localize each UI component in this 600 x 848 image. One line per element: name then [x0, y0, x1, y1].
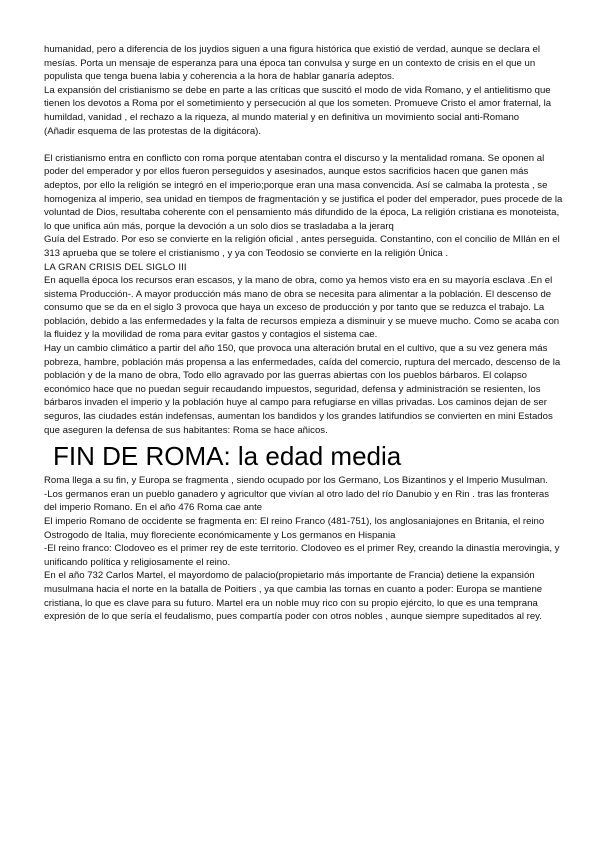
- document-body: [44, 43, 564, 624]
- paragraph: -Los germanos eran un pueblo ganadero y agricultor que vivían al otro lado del río Danubio y en Rin . tras las fronteras del imperio Romano. En el año 476 Roma cae ante: [44, 488, 550, 514]
- paragraph: En el año 732 Carlos Martel, el mayordomo de palacio(propietario más importante de Francia) detiene la expansión musulmana hacia el norte en la batalla de Poitiers , ya que cambia las tornas en cuanto a poder: Europa se mantiene cristiana, lo que es clave para su futuro. Martel era un noble muy rico con su propio ejército, lo que es una temprana expresión de lo que sería el feudalismo, pues compartía poder con otros nobles , aunque siempre supeditados al rey.: [44, 570, 543, 623]
- paragraph: humanidad, pero a diferencia de los juydios siguen a una figura histórica que existió de verdad, aunque se declara el mesías. Porta un mensaje de esperanza para una época tan convulsa y surge en un contexto de crisis en el que un populista que tenga buena labia y coherencia a la hora de hablar ganaría adeptos.: [44, 44, 540, 83]
- paragraph: La expansión del cristianismo se debe en parte a las críticas que suscitó el modo de vida Romano, y el antielitismo que tienen los devotos a Roma por el sometimiento y persecución al que los someten. Promueve Cristo el amor fraternal, la humildad, vanidad , el rechazo a la riqueza, al mundo material y en definitiva un movimiento social anti-Romano: [44, 84, 552, 123]
- paragraph: (Añadir esquema de las protestas de la digitácora).: [44, 125, 262, 137]
- paragraph: El imperio Romano de occidente se fragmenta en: El reino Franco (481-751), los anglosaniajones en Britania, el reino Ostrogodo de Italia, muy floreciente económicamente y Los germanos en Hispania: [44, 516, 545, 541]
- paragraph: -El reino franco: Clodoveo es el primer rey de este territorio. Clodoveo es el primer Rey, creando la dinastía merovingia, y unificando política y religiosamente el reino.: [44, 543, 560, 568]
- paragraph: Roma llega a su fin, y Europa se fragmenta , siendo ocupado por los Germano, Los Bizantinos y el Imperio Musulman.: [44, 475, 548, 487]
- paragraph: Guía del Estrado. Por eso se convierte en la religión oficial , antes perseguida. Constantino, con el concilio de MIlán en el 313 aprueba que se tolere el cristianismo , y ya con Teodosio se convierte en la religión Única .: [44, 234, 560, 259]
- paragraph: En aquella época los recursos eran escasos, y la mano de obra, como ya hemos visto era en su mayoría esclava .En el sistema Producción-. A mayor producción más mano de obra se necesita para alimentar a la población. El descenso de consumo que se da en el siglo 3 provoca que haya un exceso de producción y por tanto que se reduzca el trabajo. La población, debido a las enfermedades y la falta de recursos empieza a disminuir y se mueve mucho. Como se acaba con la fluidez y la movilidad de roma para evitar gastos y contagios el sistema cae.: [44, 275, 560, 341]
- section-heading: LA GRAN CRISIS DEL SIGLO III: [44, 261, 187, 273]
- paragraph: El cristianismo entra en conflicto con roma porque atentaban contra el discurso y la mentalidad romana. Se oponen al poder del emperador y por ellos fueron perseguidos y asesinados, aunque estos sacrificios hacen que ganen más adeptos, por ello la religión se integró en el imperio;porque eran una masa convencida. Así se calmaba la protesta , se homogeniza al imperio, sea unidad en tiempos de fragmentación y se justifica el poder del emperador, pues procede de la voluntad de Dios, resultaba coherente con el pensamiento más difundido de la época, La religión cristiana es monoteista, lo que unifica aún más, porque la devoción a un solo dios se trasladaba a la jerarq: [44, 152, 563, 232]
- blank-line: [44, 138, 564, 152]
- paragraph: Hay un cambio climático a partir del año 150, que provoca una alteración brutal en el cultivo, que a su vez genera más pobreza, hambre, población más propensa a las enfermedades, caída del comercio, ruptura del mercado, descenso de la población y de la mano de obra, Todo ello agravado por las guerras abiertas con los pueblos bárbaros. El colapso económico hace que no puedan seguir recaudando impuestos, seguridad, defensa y administración se resienten, los bárbaros invaden el imperio y la población huye al campo para refugiarse en villas privadas. Los caminos dejan de ser seguros, las ciudades están indefensas, aumentan los bandidos y los grandes latifundios se convierten en mini Estados que aseguren la defensa de sus habitantes: Roma se hace añicos.: [44, 343, 561, 436]
- page-title: FIN DE ROMA: la edad media: [53, 441, 402, 472]
